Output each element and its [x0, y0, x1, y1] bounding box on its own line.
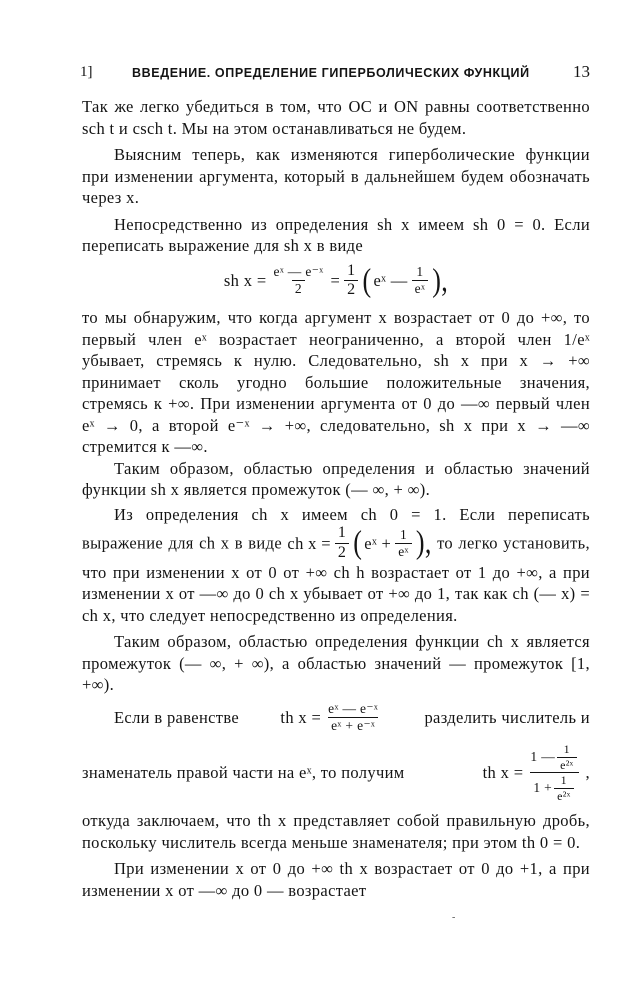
eq4-den-b-denominator: e²ˣ	[554, 788, 573, 803]
eq1-f3-denominator: eˣ	[412, 280, 429, 296]
eq2-f1-numerator: 1	[337, 524, 347, 542]
paragraph-3: Непосредственно из определения sh x имеем sh 0 = 0. Если переписать выражение для sh x в виде	[82, 214, 590, 255]
eq4-denominator	[530, 772, 578, 802]
eq4-den-fraction	[554, 774, 573, 802]
eq4-den-b-numerator: 1	[560, 773, 568, 788]
equation-ch	[287, 525, 431, 562]
eq1-f2-numerator: 1	[347, 261, 356, 279]
eq2-lhs: ch x =	[287, 533, 331, 553]
eq3-numerator: eˣ — e⁻ˣ	[328, 700, 379, 716]
eq4-num-fraction	[557, 743, 576, 771]
eq4-num-b-numerator: 1	[563, 742, 570, 757]
paragraph-8-line-2	[82, 743, 590, 802]
eq2-fraction-1	[335, 525, 349, 562]
paragraph-8c: знаменатель правой части на eˣ, то получим	[82, 762, 405, 782]
footer-mark: -	[452, 912, 456, 923]
eq1-equals: =	[330, 271, 341, 291]
paragraph-4: то мы обнаружим, что когда аргумент x возрастает от 0 до +∞, то первый член eˣ возрастает неограниченно, а второй член 1/eˣ убывает, стремясь к нулю. Следовательно, sh x при x → +∞ принимает сколь угодно большие положительные значения, стремясь к +∞. При изменении аргумента от 0 до —∞ первый член eˣ → 0, а второй e⁻ˣ → +∞, следовательно, sh x при x → —∞ стремится к —∞.	[82, 308, 590, 457]
equation-th-reduced	[483, 743, 590, 802]
eq4-num-b-denominator: e²ˣ	[557, 757, 576, 772]
paragraph-6a-text: Из определения ch x имеем ch 0 = 1. Если переписать выражение для ch x в виде	[82, 504, 590, 553]
eq2-fraction-2	[395, 528, 412, 559]
eq1-f1-denominator: 2	[292, 280, 305, 296]
eq2-f2-denominator: eˣ	[395, 543, 412, 559]
eq1-fraction-2	[344, 263, 358, 300]
section-number: 1]	[80, 64, 93, 80]
eq4-tail: ,	[585, 762, 590, 782]
paragraph-2: Выясним теперь, как изменяются гиперболические функции при изменении аргумента, который в дальнейшем будем обозначать через x.	[82, 145, 590, 207]
eq1-lhs: sh x =	[223, 271, 267, 291]
running-title: ВВЕДЕНИЕ. ОПРЕДЕЛЕНИЕ ГИПЕРБОЛИЧЕСКИХ ФУНКЦИЙ	[132, 66, 530, 80]
eq4-num-a: 1 —	[530, 749, 556, 765]
paragraph-9: откуда заключаем, что th x представляет собой правильную дробь, поскольку числитель всегда меньше знаменателя; при этом th 0 = 0.	[82, 811, 590, 852]
paragraph-6a	[82, 504, 590, 627]
eq1-f2-denominator: 2	[344, 280, 358, 299]
paragraph-7: Таким образом, областью определения функции ch x является промежуток (— ∞, + ∞), а областью значений — промежуток [1, +∞).	[82, 632, 590, 695]
eq1-fraction-1	[270, 265, 326, 296]
eq3-denominator: eˣ + e⁻ˣ	[328, 717, 378, 733]
paragraph-8a: Если в равенстве	[114, 707, 240, 727]
eq2-close-paren: ),	[415, 524, 432, 561]
eq1-term: eˣ —	[373, 271, 408, 291]
eq4-lhs: th x =	[482, 762, 524, 782]
eq1-close-paren: ),	[432, 262, 449, 299]
equation-th	[280, 702, 383, 733]
eq4-fraction	[527, 743, 581, 802]
eq4-numerator	[527, 743, 581, 772]
paragraph-6b-text: то легко установить, что при изменении x от 0 от +∞ ch h возрастает от 1 до +∞, а при изменении x от —∞ до 0 ch x убывает от +∞ до 1, так как ch (— x) = ch x, что следует непосредственно из определения.	[82, 533, 590, 625]
eq1-f1-numerator: eˣ — e⁻ˣ	[273, 264, 324, 280]
eq2-f1-denominator: 2	[335, 543, 349, 562]
paragraph-1: Так же легко убедиться в том, что OC и ON равны соответственно sch t и csch t. Мы на этом останавливаться не будем.	[82, 97, 590, 138]
eq1-open-paren: (	[362, 262, 372, 299]
page-number: 13	[573, 62, 590, 81]
paragraph-5: Таким образом, областью определения и областью значений функции sh x является промежуток (— ∞, + ∞).	[82, 458, 590, 500]
eq3-lhs: th x =	[280, 707, 322, 727]
eq1-f3-numerator: 1	[416, 264, 424, 280]
paragraph-8-line-1	[82, 702, 590, 733]
eq1-fraction-3	[412, 265, 429, 296]
paragraph-8b: разделить числитель и	[424, 707, 590, 727]
eq2-f2-numerator: 1	[399, 526, 408, 542]
eq3-fraction	[325, 702, 381, 733]
equation-sh	[82, 263, 590, 300]
eq2-open-paren: (	[353, 524, 363, 561]
eq4-den-a: 1 +	[533, 780, 553, 796]
eq2-term: eˣ +	[364, 533, 392, 553]
paragraph-10: При изменении x от 0 до +∞ th x возрастает от 0 до +1, а при изменении x от —∞ до 0 — возрастает	[82, 859, 590, 900]
page-body	[82, 96, 590, 901]
